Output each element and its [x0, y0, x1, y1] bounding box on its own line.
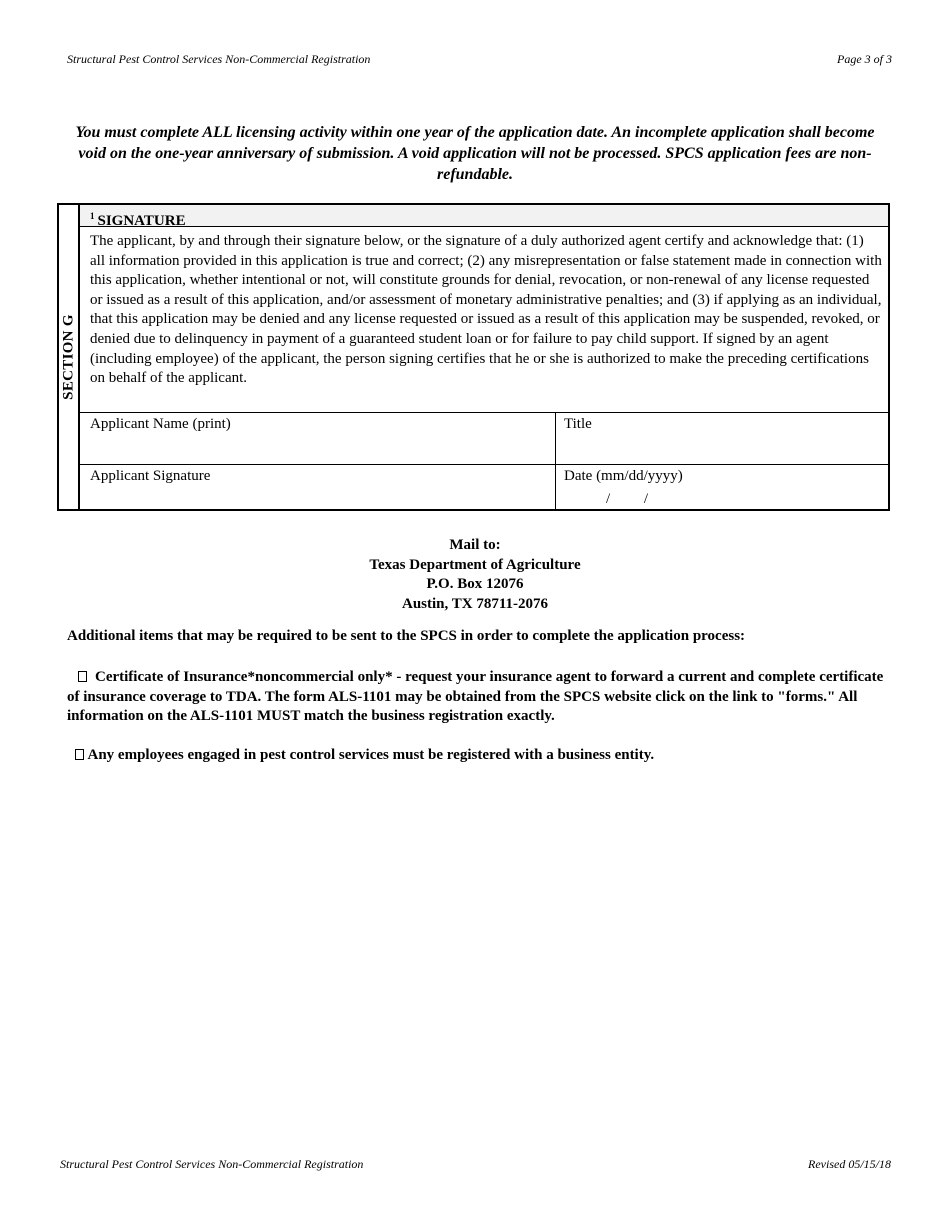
- signature-heading: [80, 205, 888, 227]
- date-field[interactable]: [556, 465, 888, 510]
- mail-line-1: Texas Department of Agriculture: [369, 556, 581, 573]
- signature-section: [57, 203, 890, 511]
- date-label: Date (mm/dd/yyyy): [564, 468, 683, 484]
- section-tab: [59, 205, 80, 509]
- insurance-item-text: Certificate of Insurance*noncommercial only* - request your insurance agent to forward a current and complete certificate of insurance coverage to TDA. The form ALS-1101 may be obtained from the SPCS website click on the link to "forms." All information on the ALS-1101 MUST match the business registration exactly.: [67, 669, 884, 725]
- applicant-signature-label: Applicant Signature: [90, 468, 211, 484]
- certification-text: The applicant, by and through their signature below, or the signature of a duly authorized agent certify and acknowledge that: (1) all information provided in this application is true and correct; (2) any misrepresentation or false statement made in connection with this application, whether intentional or not, will constitute grounds for denial, revocation, or non-renewal of any license requested or issued as a result of this application, and/or assessment of monetary administrative penalties; and (3) if applying as an individual, that this application may be denied and any license requested or issued as a result of this application may be suspended, revoked, or denied due to delinquency in payment of a guaranteed student loan or for failure to pay child support. If signed by an agent (including employee) of the applicant, the person signing certifies that he or she is authorized to make the preceding certifications on behalf of the applicant.: [90, 233, 882, 387]
- section-label: SECTION G: [60, 314, 76, 400]
- header-form-title: Structural Pest Control Services Non-Commercial Registration: [67, 52, 371, 66]
- date-slashes: / /: [606, 491, 649, 507]
- checkbox-icon: [78, 671, 87, 682]
- heading-text: SIGNATURE: [97, 213, 186, 229]
- signature-date-row: [80, 464, 888, 510]
- mail-line-2: P.O. Box 12076: [426, 576, 524, 592]
- employees-item: [67, 746, 897, 766]
- licensing-notice: You must complete ALL licensing activity within one year of the application date. An incomplete application shall become void on the one-year anniversary of submission. A void application will not be processed. SPCS application fees are non-refundable.: [75, 124, 875, 183]
- applicant-name-field[interactable]: [80, 413, 556, 464]
- footer-revised-date: Revised 05/15/18: [808, 1157, 891, 1171]
- applicant-signature-field[interactable]: [80, 465, 556, 510]
- checkbox-icon: [75, 749, 84, 760]
- title-label: Title: [564, 416, 592, 432]
- employees-item-text: Any employees engaged in pest control services must be registered with a business entity.: [87, 747, 655, 763]
- heading-number: 1: [90, 211, 95, 221]
- applicant-name-label: Applicant Name (print): [90, 416, 231, 432]
- title-field[interactable]: [556, 413, 888, 464]
- mail-heading: Mail to:: [449, 537, 501, 553]
- name-title-row: [80, 412, 888, 464]
- footer-form-title: Structural Pest Control Services Non-Commercial Registration: [60, 1157, 364, 1171]
- header-page-number: Page 3 of 3: [837, 52, 892, 66]
- mail-line-3: Austin, TX 78711-2076: [401, 595, 548, 612]
- mailing-address: [0, 536, 950, 614]
- insurance-item: [67, 668, 897, 727]
- additional-items-intro: Additional items that may be required to be sent to the SPCS in order to complete the application process:: [67, 628, 746, 644]
